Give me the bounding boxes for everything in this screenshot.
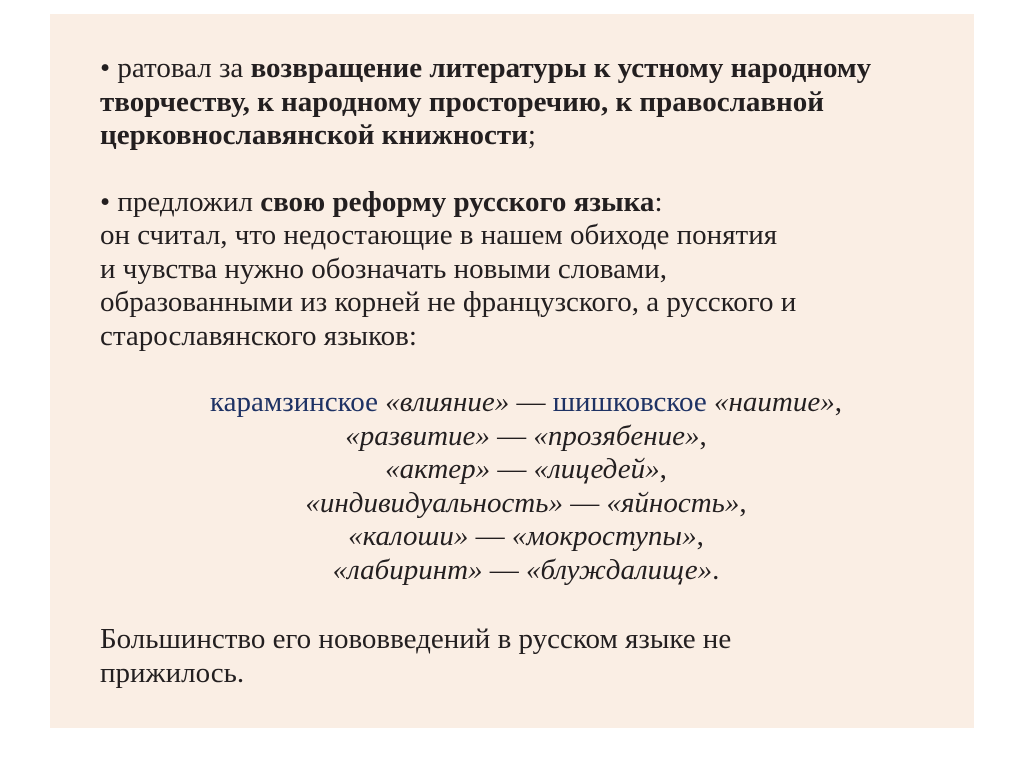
- example-end: ,: [696, 520, 704, 552]
- example-end: ,: [659, 453, 667, 485]
- bullet-tail-text: ;: [527, 119, 536, 151]
- bullet-reform-literature: [100, 52, 924, 153]
- example-b: «прозябение»: [533, 419, 700, 452]
- bullet-bold-text: свою реформу русского языка: [260, 185, 655, 218]
- example-b: «мокроступы»: [511, 520, 697, 552]
- example-b: «блуждалище»: [526, 553, 713, 586]
- example-end: .: [712, 553, 720, 586]
- example-line: [128, 520, 924, 554]
- example-a: «актер»: [385, 453, 491, 485]
- example-line: [128, 420, 924, 454]
- example-dash: —: [562, 486, 607, 519]
- example-mid: шишковское: [552, 386, 715, 418]
- reform-line-2: он считал, что недостающие в нашем обиходе понятия: [100, 219, 778, 251]
- example-dash: —: [468, 520, 512, 552]
- example-b: «лицедей»: [533, 453, 660, 485]
- example-line: [128, 453, 924, 487]
- reform-line-3: и чувства нужно обозначать новыми словами,: [100, 252, 668, 285]
- example-dash: —: [489, 419, 534, 452]
- example-a: «лабиринт»: [332, 553, 483, 586]
- bullet-tail-text: :: [654, 185, 663, 218]
- example-dash: —: [490, 453, 534, 485]
- reform-line-4: образованными из корней не французского, а русского и: [100, 286, 797, 318]
- example-line: [128, 487, 924, 521]
- example-a: «калоши»: [348, 520, 469, 552]
- example-a: «индивидуальность»: [305, 486, 563, 519]
- bullet-lead-text: ратовал за: [110, 52, 251, 84]
- bullet-lead-text: предложил: [110, 185, 261, 218]
- example-b: «яйность»: [606, 486, 740, 519]
- conclusion-line-1: Большинство его нововведений в русском языке не: [100, 623, 732, 655]
- example-dash: —: [482, 553, 527, 586]
- example-b: «наитие»: [714, 386, 835, 418]
- example-a: «влияние»: [385, 386, 510, 418]
- word-examples-list: [100, 386, 924, 587]
- slide: [50, 14, 974, 728]
- example-end: ,: [699, 419, 707, 452]
- example-a: «развитие»: [345, 419, 490, 452]
- example-line: [128, 554, 924, 588]
- example-end: ,: [739, 486, 747, 519]
- example-dash: —: [509, 386, 553, 418]
- example-pre: карамзинское: [210, 386, 386, 418]
- conclusion-paragraph: [100, 623, 924, 690]
- bullet-bold-text: возвращение литературы к устному народному творчеству, к народному просторечию, к православной церковнославянской книжности: [100, 52, 872, 151]
- conclusion-line-2: прижилось.: [100, 656, 245, 689]
- bullet-mark: •: [100, 52, 111, 84]
- bullet-mark: •: [100, 185, 111, 218]
- example-line: [128, 386, 924, 420]
- bullet-language-reform: [100, 186, 924, 354]
- example-end: ,: [834, 386, 842, 418]
- reform-line-5: старославянского языков:: [100, 319, 417, 352]
